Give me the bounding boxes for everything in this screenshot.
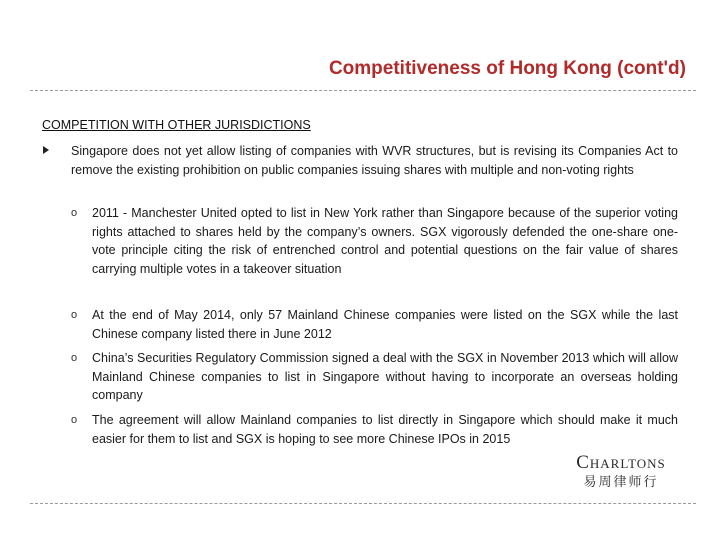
section-heading: COMPETITION WITH OTHER JURISDICTIONS bbox=[42, 118, 311, 132]
sub-bullet bbox=[71, 349, 678, 405]
bottom-divider bbox=[30, 503, 696, 504]
arrow-bullet-icon bbox=[43, 146, 49, 154]
sub-bullet bbox=[71, 204, 678, 278]
circle-bullet-icon: o bbox=[71, 352, 78, 364]
sub-bullet-text: The agreement will allow Mainland companies to list directly in Singapore which should make it much easier for them to list and SGX is hoping to see more Chinese IPOs in 2015 bbox=[92, 413, 678, 446]
charltons-logo bbox=[560, 452, 682, 492]
circle-bullet-icon: o bbox=[71, 207, 78, 219]
sub-bullet bbox=[71, 411, 678, 448]
sub-bullet-text: China’s Securities Regulatory Commission signed a deal with the SGX in November 2013 which will allow Mainland Chinese companies to list in Singapore without having to incorporate an overseas holding company bbox=[92, 351, 678, 402]
slide-title: Competitiveness of Hong Kong (cont'd) bbox=[328, 58, 686, 79]
sub-bullet-text: At the end of May 2014, only 57 Mainland Chinese companies were listed on the SGX while the last Chinese company listed there in June 2012 bbox=[92, 308, 678, 341]
circle-bullet-icon: o bbox=[71, 309, 78, 321]
sub-bullet bbox=[71, 306, 678, 343]
top-divider bbox=[30, 90, 696, 91]
logo-chinese-name: 易周律师行 bbox=[583, 475, 659, 490]
circle-bullet-icon: o bbox=[71, 414, 78, 426]
main-bullet-text: Singapore does not yet allow listing of companies with WVR structures, but is revising its Companies Act to remove the existing prohibition on public companies issuing shares with multiple and non-voting rights bbox=[71, 144, 678, 177]
sub-bullet-text: 2011 - Manchester United opted to list in New York rather than Singapore because of the superior voting rights attached to shares held by the company’s owners. SGX vigorously defended the one-share one-vote principle citing the risk of entrenched control and potential questions on the fair value of shares carrying multiple votes in a takeover situation bbox=[92, 206, 678, 276]
logo-english-name: Charltons bbox=[576, 452, 666, 473]
